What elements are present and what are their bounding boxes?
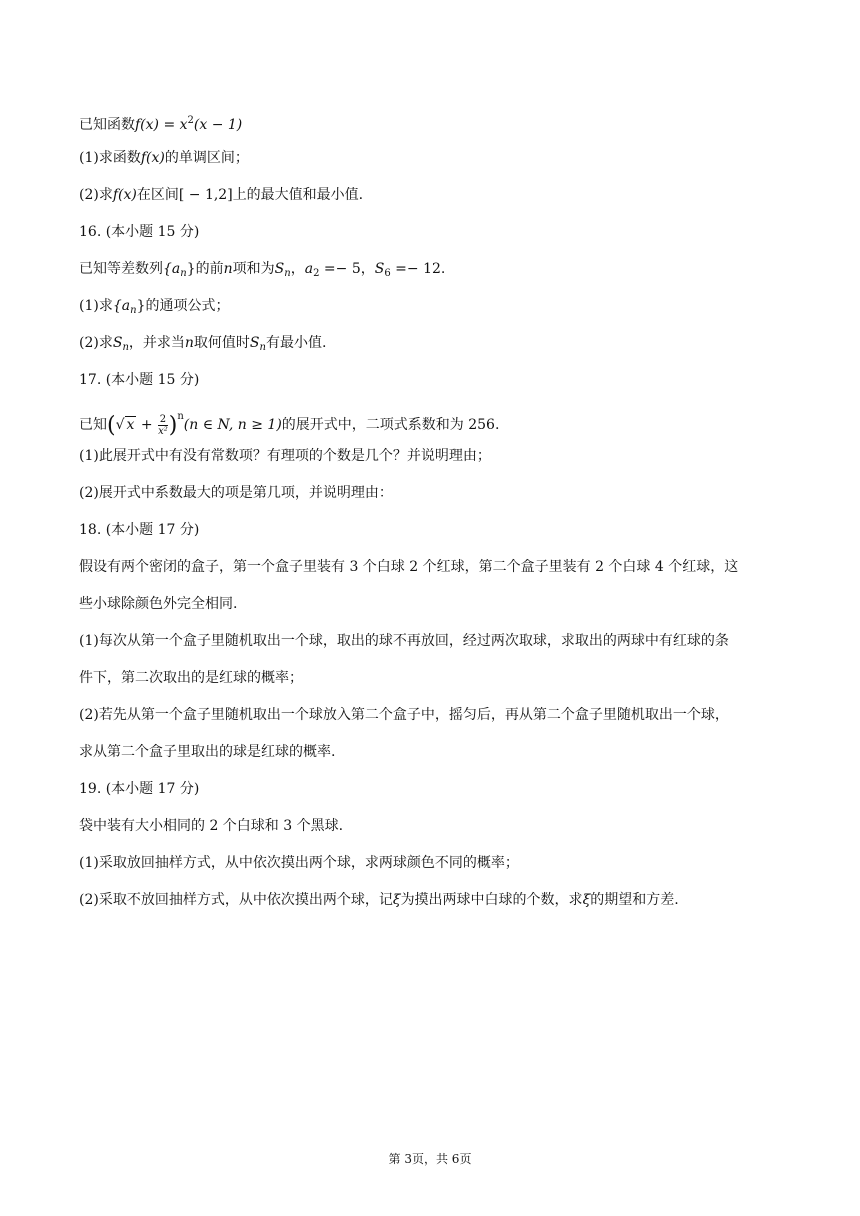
- q19-p2-a: (2)采取不放回抽样方式，从中依次摸出两个球，记: [79, 892, 393, 908]
- q16-p2-S2: S: [249, 335, 260, 351]
- q16-S: S: [274, 261, 285, 277]
- q17-header: 17. (本小题 15 分): [79, 372, 200, 388]
- q16-part2: [79, 331, 784, 355]
- q16-seq-sub: n: [180, 268, 187, 279]
- q16-p1-sub: n: [130, 305, 137, 316]
- q16-stem-b: 的前: [195, 261, 224, 277]
- page-footer: 第 3页，共 6页: [388, 1152, 472, 1166]
- q15-part2: [79, 183, 784, 207]
- q15-stem-prefix: 已知函数: [79, 117, 135, 133]
- q18-part2-l1: (2)若先从第一个盒子里随机取出一个球放入第二个盒子中，摇匀后，再从第二个盒子里随机取出一个球，: [79, 707, 729, 723]
- q19-stem: 袋中装有大小相同的 2 个白球和 3 个黑球.: [79, 818, 344, 834]
- q16-comma1: ，: [290, 261, 305, 277]
- q16-S-sub: n: [284, 268, 291, 279]
- q17-part2: (2)展开式中系数最大的项是第几项，并说明理由：: [79, 485, 393, 501]
- q19-xi1: ξ: [392, 892, 401, 908]
- q17-frac-den: x²: [158, 425, 168, 437]
- q18-part1-l2: 件下，第二次取出的是红球的概率；: [79, 670, 303, 686]
- q15-part1: [79, 146, 784, 170]
- q16-p1-seq-b: }: [136, 298, 146, 314]
- q16-p1-a: (1)求: [79, 298, 113, 314]
- q16-p2-a: (2)求: [79, 335, 113, 351]
- q16-s6-val: =− 12: [390, 261, 441, 277]
- q15-p1-text-a: (1)求函数: [79, 150, 141, 166]
- q17-stem: [79, 405, 784, 438]
- page-content: [79, 109, 784, 925]
- q15-p2-text-a: (2)求: [79, 187, 113, 203]
- q15-tail: (x − 1): [193, 117, 243, 133]
- q15-func: f(x) = x: [135, 117, 188, 133]
- q15-p1-fx: f(x): [140, 150, 165, 166]
- q16-p1-b: 的通项公式；: [145, 298, 230, 314]
- q16-p2-c: 取何值时: [193, 335, 250, 351]
- q19-part1: (1)采取放回抽样方式，从中依次摸出两个球，求两球颜色不同的概率；: [79, 855, 519, 871]
- q16-header: 16. (本小题 15 分): [79, 224, 200, 240]
- q16-seq-b: }: [186, 261, 196, 277]
- q16-p2-n: n: [184, 335, 194, 351]
- q16-stem-c: 项和为: [232, 261, 275, 277]
- q16-p2-sub: n: [122, 342, 129, 353]
- q16-a2-val: =− 5: [319, 261, 361, 277]
- q16-n: n: [223, 261, 233, 277]
- q16-p2-S: S: [112, 335, 123, 351]
- q16-stem: [79, 257, 784, 281]
- q15-p2-fx: f(x): [112, 187, 137, 203]
- q16-a2-sub: 2: [313, 268, 320, 279]
- q18-stem-l1: 假设有两个密闭的盒子，第一个盒子里装有 3 个白球 2 个红球，第二个盒子里装有 2 个白球 4 个红球，这: [79, 559, 739, 575]
- q16-stem-a: 已知等差数列: [79, 261, 163, 277]
- q15-p2-text-c: 上的最大值和最小值.: [232, 187, 364, 203]
- q16-comma2: ，: [360, 261, 375, 277]
- q17-stem-a: 已知: [79, 417, 107, 433]
- q16-p2-sub2: n: [259, 342, 266, 353]
- q17-exp-n: n: [177, 411, 184, 422]
- q17-fraction: [158, 414, 168, 437]
- q17-stem-b: 的展开式中，二项式系数和为 256.: [281, 417, 500, 433]
- q16-s6: S: [374, 261, 385, 277]
- q17-lparen: (: [107, 413, 116, 438]
- q18-header: 18. (本小题 17 分): [79, 522, 200, 538]
- q15-p1-text-b: 的单调区间；: [164, 150, 249, 166]
- q17-sqrt: √ x: [115, 417, 135, 433]
- q16-s6-sub: 6: [384, 268, 391, 279]
- q19-header: 19. (本小题 17 分): [79, 781, 200, 797]
- q17-frac-num: 2: [159, 413, 167, 425]
- q17-rparen: ): [168, 413, 178, 438]
- q16-seq-a: {a: [163, 261, 181, 277]
- q15-exp: 2: [187, 115, 194, 126]
- q16-p2-d: 有最小值.: [265, 335, 327, 351]
- q18-stem-l2: 些小球除颜色外完全相同.: [79, 596, 238, 612]
- q16-p1-seq: {a: [112, 298, 131, 314]
- q16-p2-b: ，并求当: [128, 335, 185, 351]
- q17-sqrt-x: x: [126, 417, 135, 433]
- q15-stem: [79, 109, 784, 133]
- q18-part2-l2: 求从第二个盒子里取出的球是红球的概率.: [79, 744, 336, 760]
- q19-p2-b: 为摸出两球中白球的个数，求: [400, 892, 583, 908]
- q15-p2-interval: [ − 1,2]: [178, 187, 233, 203]
- q17-cond: (n ∈ N, n ≥ 1): [183, 417, 282, 433]
- q18-part1-l1: (1)每次从第一个盒子里随机取出一个球，取出的球不再放回，经过两次取球，求取出的两球中有红球的条: [79, 633, 729, 649]
- q19-part2: [79, 888, 784, 912]
- q16-part1: [79, 294, 784, 318]
- q15-p2-text-b: 在区间: [136, 187, 179, 203]
- q17-plus: +: [136, 417, 158, 433]
- q16-a2: a: [304, 261, 314, 277]
- q19-xi2: ξ: [582, 892, 591, 908]
- q19-p2-c: 的期望和方差.: [590, 892, 679, 908]
- q16-end: .: [440, 261, 446, 277]
- q17-part1: (1)此展开式中有没有常数项？有理项的个数是几个？并说明理由；: [79, 448, 491, 464]
